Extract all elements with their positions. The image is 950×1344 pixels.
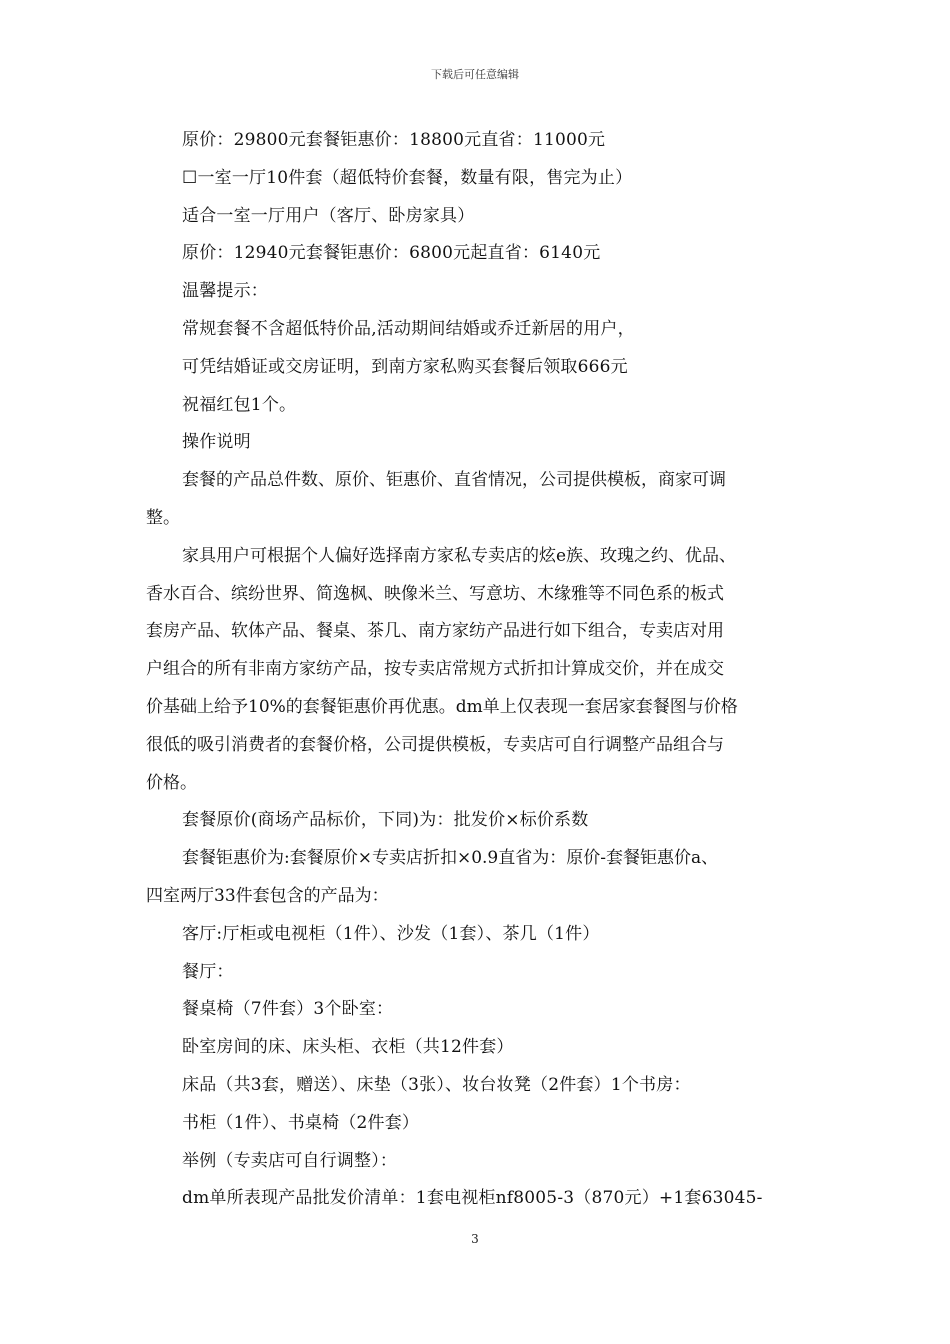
body-line: dm单所表现产品批发价清单：1套电视柜nf8005-3（870元）+1套63045- [182,1188,763,1209]
body-line: ☐一室一厅10件套（超低特价套餐，数量有限，售完为止） [182,167,633,188]
section-heading: 操作说明 [182,432,251,453]
paragraph-line: 四室两厅33件套包含的产品为： [146,885,389,906]
paragraph-line: 很低的吸引消费者的套餐价格，公司提供模板，专卖店可自行调整产品组合与 [146,734,724,755]
paragraph-3 [146,840,814,916]
body-line: 举例（专卖店可自行调整）： [182,1150,398,1171]
page-number: 3 [471,1232,479,1246]
paragraph-line: 整。 [146,507,180,528]
body-line: 书柜（1件）、书桌椅（2件套） [182,1112,420,1133]
document-body [146,122,814,1218]
paragraph-line: 套餐钜惠价为:套餐原价×专卖店折扣×0.9直省为：原价-套餐钜惠价a、 [182,848,719,869]
body-line: 祝福红包1个。 [182,394,297,415]
body-line: 餐厅： [182,961,234,982]
paragraph-line: 香水百合、缤纷世界、简逸枫、映像米兰、写意坊、木缘雅等不同色系的板式 [146,583,724,604]
paragraph-2 [146,538,814,803]
paragraph-line: 套餐的产品总件数、原价、钜惠价、直省情况，公司提供模板，商家可调 [182,470,726,491]
paragraph-line: 价格。 [146,772,197,793]
body-line: 可凭结婚证或交房证明，到南方家私购买套餐后领取666元 [182,356,628,377]
body-line: 卧室房间的床、床头柜、衣柜（共12件套） [182,1037,514,1058]
body-line: 床品（共3套，赠送）、床垫（3张）、妆台妆凳（2件套）1个书房： [182,1074,691,1095]
paragraph-line: 户组合的所有非南方家纺产品，按专卖店常规方式折扣计算成交价，并在成交 [146,659,724,680]
body-line: 套餐原价(商场产品标价，下同)为：批发价×标价系数 [182,810,589,831]
page-header: 下载后可任意编辑 [431,68,519,81]
body-line: 客厅:厅柜或电视柜（1件）、沙发（1套）、茶几（1件） [182,923,600,944]
body-line: 餐桌椅（7件套）3个卧室： [182,999,394,1020]
body-line: 常规套餐不含超低特价品,活动期间结婚或乔迁新居的用户， [182,318,635,339]
body-line: 原价：29800元套餐钜惠价：18800元直省：11000元 [182,130,606,150]
paragraph-line: 家具用户可根据个人偏好选择南方家私专卖店的炫e族、玫瑰之约、优品、 [182,545,737,566]
body-line: 原价：12940元套餐钜惠价：6800元起直省：6140元 [182,243,601,264]
body-line: 温馨提示： [182,281,268,302]
paragraph-1 [146,462,814,538]
paragraph-line: 价基础上给予10%的套餐钜惠价再优惠。dm单上仅表现一套居家套餐图与价格 [146,696,738,717]
paragraph-line: 套房产品、软体产品、餐桌、茶几、南方家纺产品进行如下组合，专卖店对用 [146,621,724,642]
body-line: 适合一室一厅用户（客厅、卧房家具） [182,205,475,226]
